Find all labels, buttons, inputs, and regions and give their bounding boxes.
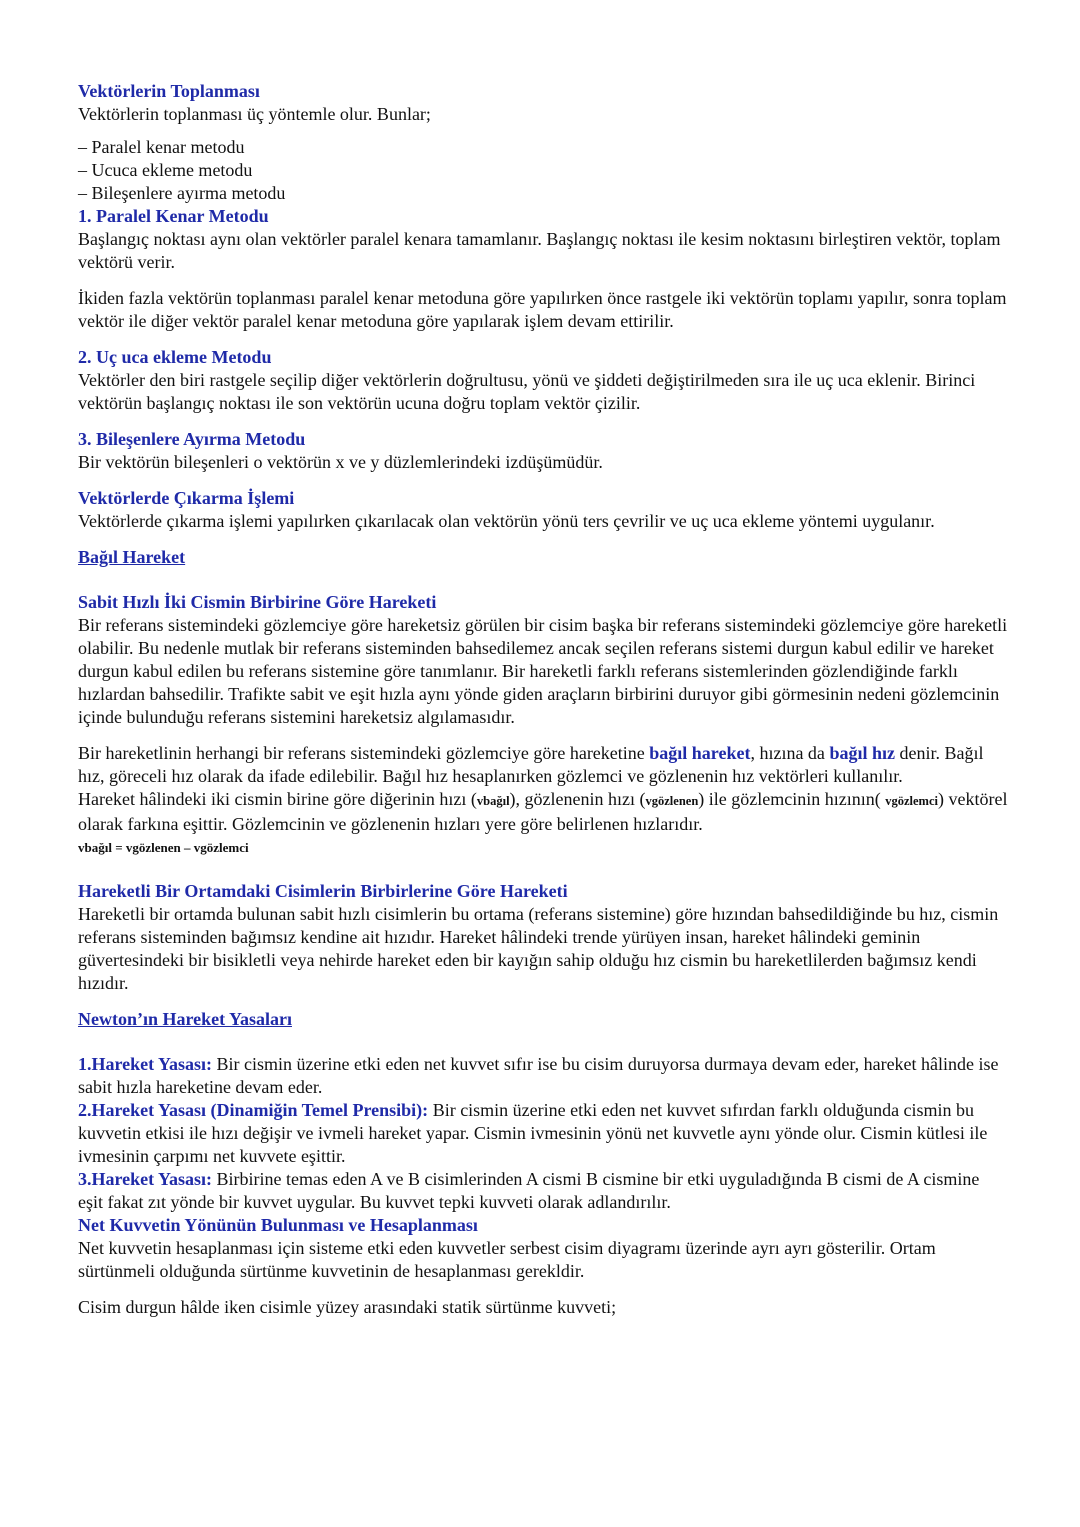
heading-relative-motion: Bağıl Hareket bbox=[78, 547, 186, 567]
heading-newton-laws: Newton’ın Hareket Yasaları bbox=[78, 1009, 292, 1029]
paragraph: Bir referans sistemindeki gözlemciye göre hareketsiz görülen bir cisim başka bir referans sistemindeki gözlemciye göre hareketli olabilir. Bu nedenle mutlak bir referans sisteminden bahsedilemez ancak seçilen referans sistemi durgun kabul edilir ve hareket durgun kabul edilen bu referans sistemine göre tanımlanır. Bir hareketli farklı referans sistemlerinden gözlendiğinde farklı hızlardan bahsedilir. Trafikte sabit ve eşit hızla aynı yönde giden araçların birbirini duruyor gibi görmesinin nedeni gözlemcinin içinde bulunduğu referans sistemini hareketsiz algılamasıdır. bbox=[78, 615, 1008, 727]
law-2-title: 2.Hareket Yasası (Dinamiğin Temel Prensibi): bbox=[78, 1100, 429, 1120]
list-item: – Bileşenlere ayırma metodu bbox=[78, 183, 286, 203]
symbol-v-observer: vgözlemci bbox=[885, 794, 938, 808]
term-relative-velocity: bağıl hız bbox=[829, 743, 895, 763]
heading-tip-to-tail-method: 2. Uç uca ekleme Metodu bbox=[78, 347, 272, 367]
paragraph: Hareketli bir ortamda bulunan sabit hızlı cisimlerin bu ortama (referans sistemine) göre hızından bahsedildiğinde bu hız, cismin referans sisteminden bağımsız kendine ait hızıdır. Hareket hâlindeki trende yürüyen insan, hareket hâlindeki geminin güvertesindeki bir bisikletli veya nehirde hareket eden bir kayığın sahip olduğu hız cismin bu hareketlilerden bağımsız kendi hızıdır. bbox=[78, 904, 999, 993]
list-item: – Paralel kenar metodu bbox=[78, 137, 245, 157]
text-run: , hızına da bbox=[750, 743, 830, 763]
law-1 bbox=[78, 1053, 1008, 1099]
law-2-continued: ivmesinin çarpımı net kuvvete eşittir. bbox=[78, 1146, 346, 1166]
intro-text: Vektörlerin toplanması üç yöntemle olur. Bunlar; bbox=[78, 104, 431, 124]
heading-components-method: 3. Bileşenlere Ayırma Metodu bbox=[78, 429, 306, 449]
text-run: denir. Bağıl hız, göreceli hız olarak da ifade edilebilir. Bağıl hız hesaplanırken gözlemci ve gözlenenin hız vektörleri kullanılır. bbox=[78, 743, 984, 786]
law-3 bbox=[78, 1168, 1008, 1214]
paragraph bbox=[78, 742, 1008, 788]
law-1-title: 1.Hareket Yasası: bbox=[78, 1054, 212, 1074]
paragraph: Net kuvvetin hesaplanması için sisteme etki eden kuvvetler serbest cisim diyagramı üzerinde ayrı ayrı gösterilir. Ortam sürtünmeli olduğunda sürtünme kuvvetinin de hesaplanması gerekldir. bbox=[78, 1238, 936, 1281]
heading-parallelogram-method: 1. Paralel Kenar Metodu bbox=[78, 206, 269, 226]
paragraph: İkiden fazla vektörün toplanması paralel kenar metoduna göre yapılırken önce rastgele iki vektörün toplamı yapılır, sonra toplam vektör ile diğer vektör paralel kenar metoduna göre yapılarak işlem devam ettirilir. bbox=[78, 288, 1007, 331]
heading-vector-addition: Vektörlerin Toplanması bbox=[78, 81, 260, 101]
law-1-text: Bir cismin üzerine etki eden net kuvvet sıfır ise bu cisim duruyorsa durmaya devam eder, hareket hâlinde ise sabit hızla hareketine devam eder. bbox=[78, 1054, 999, 1097]
heading-constant-velocity-bodies: Sabit Hızlı İki Cismin Birbirine Göre Hareketi bbox=[78, 592, 437, 612]
symbol-v-observed: vgözlenen bbox=[645, 794, 699, 808]
text-run: Bir hareketlinin herhangi bir referans sistemindeki gözlemciye göre hareketine bbox=[78, 743, 650, 763]
law-2-text: Bir cismin üzerine etki eden net kuvvet sıfırdan farklı olduğunda cismin bu kuvvetin etkisi ile hızı değişir ve ivmeli hareket yapar. Cismin ivmesinin yönü net kuvvetle aynı yönde olur. Cismin kütlesi ile bbox=[78, 1100, 988, 1143]
document-page bbox=[78, 80, 1008, 1319]
paragraph: Cisim durgun hâlde iken cisimle yüzey arasındaki statik sürtünme kuvveti; bbox=[78, 1297, 617, 1317]
heading-moving-medium: Hareketli Bir Ortamdaki Cisimlerin Birbirlerine Göre Hareketi bbox=[78, 881, 568, 901]
paragraph: Başlangıç noktası aynı olan vektörler paralel kenara tamamlanır. Başlangıç noktası ile kesim noktasını birleştiren vektör, toplam vektörü verir. bbox=[78, 229, 1001, 272]
paragraph bbox=[78, 788, 1008, 836]
paragraph: Bir vektörün bileşenleri o vektörün x ve y düzlemlerindeki izdüşümüdür. bbox=[78, 452, 603, 472]
text-run: ) vektörel olarak farkına eşittir. Gözlemcinin ve gözlenenin hızları yere göre belirlenen hızlarıdır. bbox=[78, 789, 1008, 834]
text-run: ), gözlenenin hızı ( bbox=[509, 789, 646, 809]
heading-vector-subtraction: Vektörlerde Çıkarma İşlemi bbox=[78, 488, 295, 508]
term-relative-motion: bağıl hareket bbox=[649, 743, 751, 763]
paragraph: Vektörler den biri rastgele seçilip diğer vektörlerin doğrultusu, yönü ve şiddeti değiştirilmeden sıra ile uç uca eklenir. Birinci vektörün başlangıç noktası ile son vektörün ucuna doğru toplam vektör çizilir. bbox=[78, 370, 976, 413]
methods-list bbox=[78, 136, 1008, 205]
law-2 bbox=[78, 1099, 1008, 1145]
list-item: – Ucuca ekleme metodu bbox=[78, 160, 253, 180]
relative-velocity-formula: vbağıl = vgözlenen – vgözlemci bbox=[78, 840, 249, 855]
text-run: ) ile gözlemcinin hızının( bbox=[698, 789, 886, 809]
symbol-v-relative: vbağıl bbox=[476, 794, 510, 808]
law-3-title: 3.Hareket Yasası: bbox=[78, 1169, 212, 1189]
law-3-text: Birbirine temas eden A ve B cisimlerinden A cismi B cismine bir etki uyguladığında B cismi de A cismine eşit fakat zıt yönde bir kuvvet uygular. Bu kuvvet tepki kuvveti olarak adlandırılır. bbox=[78, 1169, 980, 1212]
text-run: Hareket hâlindeki iki cismin birine göre diğerinin hızı ( bbox=[78, 789, 477, 809]
paragraph: Vektörlerde çıkarma işlemi yapılırken çıkarılacak olan vektörün yönü ters çevrilir ve uç uca ekleme yöntemi uygulanır. bbox=[78, 511, 935, 531]
heading-net-force: Net Kuvvetin Yönünün Bulunması ve Hesaplanması bbox=[78, 1215, 478, 1235]
